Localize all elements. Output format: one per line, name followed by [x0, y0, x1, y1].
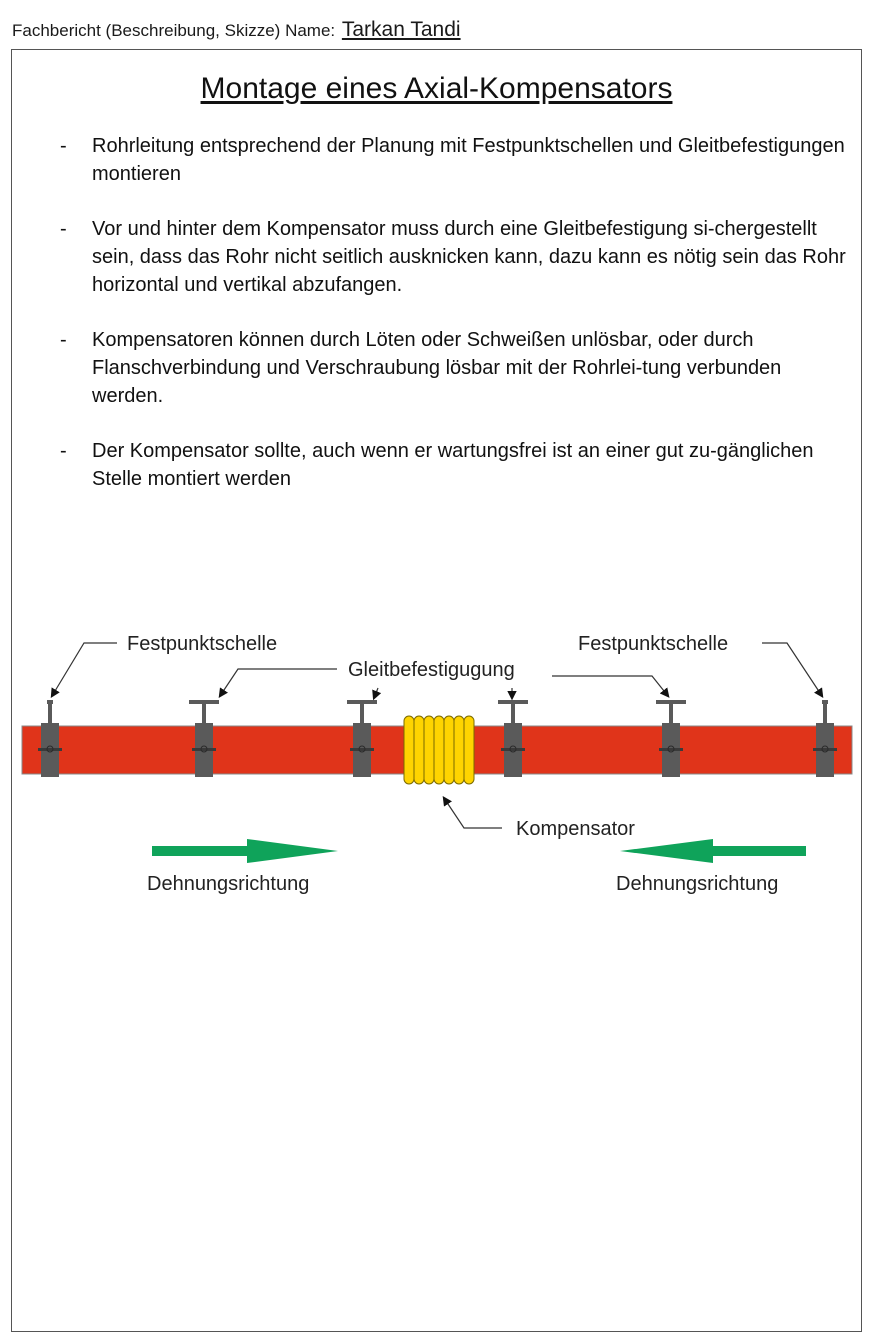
clamp-bolt — [813, 748, 837, 751]
support-plate — [656, 700, 686, 704]
bellows-fold — [424, 716, 434, 784]
leader-compensator — [444, 798, 502, 828]
bullet-dash: - — [60, 440, 67, 462]
clamp-stem — [669, 704, 673, 724]
compensator-bellows — [404, 716, 474, 784]
document-title-text: Montage eines Axial-Kompensators — [200, 72, 673, 105]
bullet-item — [60, 326, 850, 410]
label-expansion-left: Dehnungsrichtung — [147, 873, 310, 895]
clamp-bolt — [659, 748, 683, 751]
clamp-stem — [823, 704, 827, 724]
clamp-bolt — [38, 748, 62, 751]
clamp-bolt — [501, 748, 525, 751]
leader-sliding-4 — [552, 676, 668, 696]
bullet-item — [60, 215, 850, 299]
report-header — [12, 18, 461, 42]
compensator-diagram — [12, 610, 861, 910]
bellows-fold — [444, 716, 454, 784]
header-label: Fachbericht (Beschreibung, Skizze) Name: — [12, 21, 336, 40]
author-name: Tarkan Tandi — [341, 18, 461, 41]
clamp-top — [47, 700, 53, 704]
document-title — [12, 72, 861, 106]
bellows-fold — [404, 716, 414, 784]
bullet-dash: - — [60, 135, 67, 157]
clamp-bolt — [192, 748, 216, 751]
clamp-top — [822, 700, 828, 704]
label-expansion-right: Dehnungsrichtung — [616, 873, 779, 895]
expansion-arrow-right-pointing — [152, 839, 338, 863]
bullet-text: Vor und hinter dem Kompensator muss durch eine Gleitbefestigung si-chergestellt sein, dass das Rohr nicht seitlich ausknicken kann, dazu kann es nötig sein das Rohr horizontal und vertikal abzufangen. — [92, 218, 846, 296]
support-plate — [189, 700, 219, 704]
clamp-stem — [360, 704, 364, 724]
bellows-fold — [414, 716, 424, 784]
clamp-bolt — [350, 748, 374, 751]
label-sliding-support: Gleitbefestigugung — [348, 659, 515, 681]
bullet-dash: - — [60, 329, 67, 351]
bullet-text: Rohrleitung entsprechend der Planung mit Festpunktschellen und Gleitbefestigungen montieren — [92, 135, 845, 185]
bullet-text: Der Kompensator sollte, auch wenn er wartungsfrei ist an einer gut zu-gänglichen Stelle montiert werden — [92, 440, 814, 490]
clamp-stem — [202, 704, 206, 724]
leader-sliding-1 — [220, 669, 337, 696]
label-fixed-clamp-left: Festpunktschelle — [127, 633, 278, 655]
bellows-fold — [454, 716, 464, 784]
bellows-fold — [464, 716, 474, 784]
expansion-arrow-left-pointing — [620, 839, 806, 863]
leader-fixed-right — [762, 643, 822, 696]
label-compensator: Kompensator — [516, 818, 635, 840]
bellows-fold — [434, 716, 444, 784]
label-fixed-clamp-right: Festpunktschelle — [578, 633, 729, 655]
leader-sliding-2 — [374, 688, 378, 698]
bullet-dash: - — [60, 218, 67, 240]
bullet-item — [60, 437, 850, 493]
fixed-clamp — [38, 700, 62, 777]
leader-fixed-left — [52, 643, 117, 696]
bullet-text: Kompensatoren können durch Löten oder Schweißen unlösbar, oder durch Flanschverbindung und Verschraubung lösbar mit der Rohrlei-tung verbunden werden. — [92, 329, 782, 407]
fixed-clamp — [813, 700, 837, 777]
bullet-item — [60, 132, 850, 188]
support-plate — [347, 700, 377, 704]
report-frame — [11, 49, 862, 1332]
clamp-stem — [511, 704, 515, 724]
clamp-stem — [48, 704, 52, 724]
support-plate — [498, 700, 528, 704]
bullet-list — [60, 132, 850, 520]
